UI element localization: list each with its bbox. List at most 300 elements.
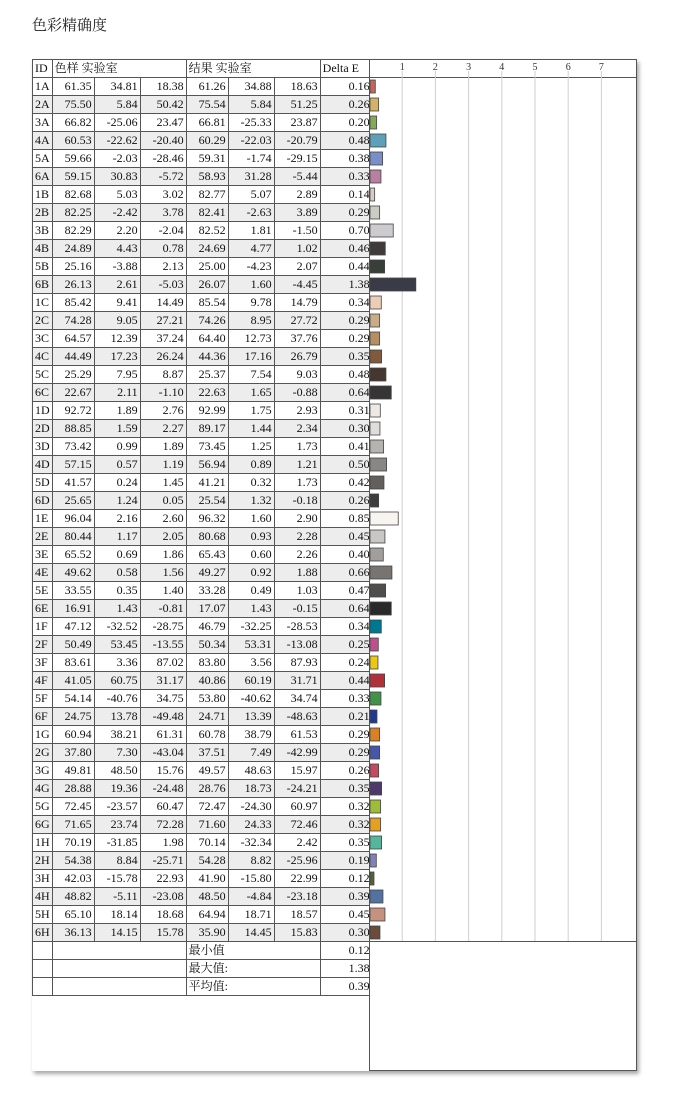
delta-e-value: 0.66 xyxy=(320,564,372,582)
result-lab-value: 74.26 xyxy=(186,312,228,330)
sample-lab-value: 1.45 xyxy=(140,474,186,492)
sample-lab-value: 82.25 xyxy=(52,204,94,222)
patch-id: 6D xyxy=(33,492,53,510)
sample-lab-value: 66.82 xyxy=(52,114,94,132)
sample-lab-value: -28.46 xyxy=(140,150,186,168)
patch-id: 6H xyxy=(33,924,53,942)
patch-id: 1D xyxy=(33,402,53,420)
delta-e-value: 0.12 xyxy=(320,870,372,888)
sample-lab-value: 59.15 xyxy=(52,168,94,186)
delta-e-value: 0.35 xyxy=(320,348,372,366)
patch-id: 1H xyxy=(33,834,53,852)
sample-lab-value: 13.78 xyxy=(94,708,140,726)
sample-lab-value: 71.65 xyxy=(52,816,94,834)
sample-lab-value: 23.74 xyxy=(94,816,140,834)
sample-lab-value: 22.93 xyxy=(140,870,186,888)
sample-lab-value: 48.50 xyxy=(94,762,140,780)
patch-id: 1F xyxy=(33,618,53,636)
result-lab-value: 41.90 xyxy=(186,870,228,888)
table-row xyxy=(33,690,373,708)
table-row xyxy=(33,852,373,870)
patch-id: 3A xyxy=(33,114,53,132)
delta-e-bar xyxy=(370,728,380,741)
result-lab-value: 1.25 xyxy=(228,438,274,456)
result-lab-value: 49.27 xyxy=(186,564,228,582)
table-row xyxy=(33,906,373,924)
patch-id: 3F xyxy=(33,654,53,672)
delta-e-bar xyxy=(370,584,386,597)
result-lab-value: -22.03 xyxy=(228,132,274,150)
result-lab-value: -25.33 xyxy=(228,114,274,132)
sample-lab-value: 4.43 xyxy=(94,240,140,258)
result-lab-value: 80.68 xyxy=(186,528,228,546)
delta-e-bar xyxy=(370,296,381,309)
delta-e-bar xyxy=(370,908,385,921)
delta-e-bar xyxy=(370,206,380,219)
sample-lab-value: 0.05 xyxy=(140,492,186,510)
result-lab-value: -40.62 xyxy=(228,690,274,708)
result-lab-value: -24.21 xyxy=(274,780,320,798)
result-lab-value: 2.42 xyxy=(274,834,320,852)
summary-value: 0.12 xyxy=(320,942,372,960)
table-row xyxy=(33,636,373,654)
result-lab-value: 56.94 xyxy=(186,456,228,474)
delta-e-value: 0.33 xyxy=(320,690,372,708)
result-lab-value: 9.78 xyxy=(228,294,274,312)
result-lab-value: 18.71 xyxy=(228,906,274,924)
table-row xyxy=(33,348,373,366)
result-lab-value: 61.53 xyxy=(274,726,320,744)
result-lab-value: 34.88 xyxy=(228,78,274,96)
result-lab-value: 35.90 xyxy=(186,924,228,942)
table-row xyxy=(33,132,373,150)
sample-lab-value: 60.47 xyxy=(140,798,186,816)
sample-lab-value: -2.42 xyxy=(94,204,140,222)
color-accuracy-report xyxy=(32,59,637,1071)
sample-lab-value: 1.43 xyxy=(94,600,140,618)
sample-lab-value: 9.41 xyxy=(94,294,140,312)
result-lab-value: -1.50 xyxy=(274,222,320,240)
sample-lab-value: -2.04 xyxy=(140,222,186,240)
result-lab-value: 0.93 xyxy=(228,528,274,546)
delta-e-value: 0.39 xyxy=(320,888,372,906)
sample-lab-value: -23.57 xyxy=(94,798,140,816)
result-lab-value: -23.18 xyxy=(274,888,320,906)
sample-lab-value: 15.76 xyxy=(140,762,186,780)
table-row xyxy=(33,834,373,852)
result-lab-value: 5.07 xyxy=(228,186,274,204)
result-lab-value: 49.57 xyxy=(186,762,228,780)
patch-id: 2G xyxy=(33,744,53,762)
table-row xyxy=(33,798,373,816)
delta-e-bar xyxy=(370,386,391,399)
result-lab-value: 64.40 xyxy=(186,330,228,348)
result-lab-value: 51.25 xyxy=(274,96,320,114)
table-row xyxy=(33,186,373,204)
result-lab-value: -4.23 xyxy=(228,258,274,276)
result-lab-value: 26.79 xyxy=(274,348,320,366)
delta-e-value: 0.44 xyxy=(320,672,372,690)
delta-e-value: 0.30 xyxy=(320,924,372,942)
patch-id: 5F xyxy=(33,690,53,708)
result-lab-value: 0.92 xyxy=(228,564,274,582)
patch-id: 4A xyxy=(33,132,53,150)
delta-e-bar xyxy=(370,710,377,723)
result-lab-value: 2.93 xyxy=(274,402,320,420)
result-lab-value: -29.15 xyxy=(274,150,320,168)
sample-lab-value: 2.11 xyxy=(94,384,140,402)
sample-lab-value: 30.83 xyxy=(94,168,140,186)
result-lab-value: 31.71 xyxy=(274,672,320,690)
result-lab-value: 54.28 xyxy=(186,852,228,870)
delta-e-value: 0.29 xyxy=(320,204,372,222)
result-lab-value: 1.21 xyxy=(274,456,320,474)
result-lab-value: 82.41 xyxy=(186,204,228,222)
header-row xyxy=(33,60,373,78)
sample-lab-value: 25.29 xyxy=(52,366,94,384)
table-row xyxy=(33,600,373,618)
delta-e-bar xyxy=(370,530,385,543)
scale-tick-label: 4 xyxy=(499,62,505,73)
sample-lab-value: 50.42 xyxy=(140,96,186,114)
sample-lab-value: -49.48 xyxy=(140,708,186,726)
sample-lab-value: -24.48 xyxy=(140,780,186,798)
sample-lab-value: 49.62 xyxy=(52,564,94,582)
sample-lab-value: 80.44 xyxy=(52,528,94,546)
result-lab-value: 48.63 xyxy=(228,762,274,780)
result-lab-value: 1.32 xyxy=(228,492,274,510)
sample-lab-value: 54.38 xyxy=(52,852,94,870)
result-lab-value: 25.54 xyxy=(186,492,228,510)
patch-id: 4E xyxy=(33,564,53,582)
patch-id: 5A xyxy=(33,150,53,168)
result-lab-value: 2.89 xyxy=(274,186,320,204)
summary-row xyxy=(33,960,373,978)
delta-e-value: 0.20 xyxy=(320,114,372,132)
result-lab-value: 4.77 xyxy=(228,240,274,258)
result-lab-value: 37.76 xyxy=(274,330,320,348)
header-delta-e: Delta E xyxy=(320,60,372,78)
result-lab-value: -0.88 xyxy=(274,384,320,402)
sample-lab-value: 36.13 xyxy=(52,924,94,942)
delta-e-bar xyxy=(370,512,398,525)
sample-lab-value: 47.12 xyxy=(52,618,94,636)
result-lab-value: 1.81 xyxy=(228,222,274,240)
delta-e-value: 0.19 xyxy=(320,852,372,870)
result-lab-value: 53.80 xyxy=(186,690,228,708)
result-lab-value: 17.16 xyxy=(228,348,274,366)
sample-lab-value: 17.23 xyxy=(94,348,140,366)
table-row xyxy=(33,654,373,672)
delta-e-bar xyxy=(370,620,381,633)
sample-lab-value: -1.10 xyxy=(140,384,186,402)
summary-blank xyxy=(33,942,53,960)
result-lab-value: 60.29 xyxy=(186,132,228,150)
delta-e-bar xyxy=(370,116,377,129)
table-row xyxy=(33,330,373,348)
delta-e-bar xyxy=(370,368,386,381)
delta-e-value: 0.29 xyxy=(320,744,372,762)
sample-lab-value: 0.69 xyxy=(94,546,140,564)
table-row xyxy=(33,96,373,114)
delta-e-bar xyxy=(370,422,380,435)
summary-label: 最小值 xyxy=(186,942,320,960)
table-row xyxy=(33,672,373,690)
result-lab-value: 13.39 xyxy=(228,708,274,726)
delta-e-value: 0.32 xyxy=(320,816,372,834)
result-lab-value: 2.07 xyxy=(274,258,320,276)
sample-lab-value: 60.53 xyxy=(52,132,94,150)
sample-lab-value: 34.81 xyxy=(94,78,140,96)
delta-e-bar xyxy=(370,170,381,183)
delta-e-value: 0.31 xyxy=(320,402,372,420)
result-lab-value: -32.34 xyxy=(228,834,274,852)
result-lab-value: 15.83 xyxy=(274,924,320,942)
sample-lab-value: -15.78 xyxy=(94,870,140,888)
result-lab-value: 46.79 xyxy=(186,618,228,636)
table-row xyxy=(33,780,373,798)
sample-lab-value: -23.08 xyxy=(140,888,186,906)
page-title: 色彩精确度 xyxy=(32,17,108,34)
delta-e-bar xyxy=(370,566,392,579)
result-lab-value: 23.87 xyxy=(274,114,320,132)
result-lab-value: 53.31 xyxy=(228,636,274,654)
sample-lab-value: 14.49 xyxy=(140,294,186,312)
sample-lab-value: -0.81 xyxy=(140,600,186,618)
sample-lab-value: 82.68 xyxy=(52,186,94,204)
result-lab-value: 22.99 xyxy=(274,870,320,888)
delta-e-value: 0.64 xyxy=(320,600,372,618)
result-lab-value: 40.86 xyxy=(186,672,228,690)
table-row xyxy=(33,78,373,96)
sample-lab-value: 50.49 xyxy=(52,636,94,654)
result-lab-value: 9.03 xyxy=(274,366,320,384)
sample-lab-value: 1.89 xyxy=(140,438,186,456)
delta-e-bar xyxy=(370,476,384,489)
sample-lab-value: 8.87 xyxy=(140,366,186,384)
sample-lab-value: 64.57 xyxy=(52,330,94,348)
sample-lab-value: -22.62 xyxy=(94,132,140,150)
delta-e-value: 0.38 xyxy=(320,150,372,168)
sample-lab-value: 3.36 xyxy=(94,654,140,672)
delta-e-bar xyxy=(370,152,383,165)
sample-lab-value: -3.88 xyxy=(94,258,140,276)
sample-lab-value: 59.66 xyxy=(52,150,94,168)
sample-lab-value: 38.21 xyxy=(94,726,140,744)
delta-e-bar xyxy=(370,80,375,93)
sample-lab-value: 31.17 xyxy=(140,672,186,690)
delta-e-value: 1.38 xyxy=(320,276,372,294)
result-lab-value: -0.15 xyxy=(274,600,320,618)
delta-e-value: 0.46 xyxy=(320,240,372,258)
patch-id: 6B xyxy=(33,276,53,294)
delta-e-bar xyxy=(370,458,387,471)
result-lab-value: 1.65 xyxy=(228,384,274,402)
delta-e-bar xyxy=(370,836,382,849)
delta-e-value: 0.29 xyxy=(320,330,372,348)
patch-id: 3C xyxy=(33,330,53,348)
patch-id: 4G xyxy=(33,780,53,798)
delta-e-bar xyxy=(370,782,382,795)
sample-lab-value: 42.03 xyxy=(52,870,94,888)
delta-e-bar xyxy=(370,260,385,273)
delta-e-bar xyxy=(370,350,382,363)
result-lab-value: -24.30 xyxy=(228,798,274,816)
delta-e-value: 0.47 xyxy=(320,582,372,600)
color-accuracy-table xyxy=(32,59,373,996)
sample-lab-value: 61.31 xyxy=(140,726,186,744)
result-lab-value: 18.63 xyxy=(274,78,320,96)
delta-e-value: 0.40 xyxy=(320,546,372,564)
result-lab-value: -4.84 xyxy=(228,888,274,906)
sample-lab-value: 60.75 xyxy=(94,672,140,690)
result-lab-value: 8.95 xyxy=(228,312,274,330)
result-lab-value: 75.54 xyxy=(186,96,228,114)
sample-lab-value: -2.03 xyxy=(94,150,140,168)
patch-id: 3H xyxy=(33,870,53,888)
result-lab-value: 17.07 xyxy=(186,600,228,618)
delta-e-value: 0.29 xyxy=(320,312,372,330)
result-lab-value: 1.73 xyxy=(274,474,320,492)
result-lab-value: 85.54 xyxy=(186,294,228,312)
result-lab-value: 24.71 xyxy=(186,708,228,726)
sample-lab-value: 41.05 xyxy=(52,672,94,690)
table-row xyxy=(33,114,373,132)
sample-lab-value: 27.21 xyxy=(140,312,186,330)
result-lab-value: 87.93 xyxy=(274,654,320,672)
sample-lab-value: 0.35 xyxy=(94,582,140,600)
sample-lab-value: 92.72 xyxy=(52,402,94,420)
sample-lab-value: -43.04 xyxy=(140,744,186,762)
table-row xyxy=(33,618,373,636)
delta-e-bar xyxy=(370,242,385,255)
sample-lab-value: -25.06 xyxy=(94,114,140,132)
delta-e-bar xyxy=(370,764,379,777)
result-lab-value: -48.63 xyxy=(274,708,320,726)
result-lab-value: 27.72 xyxy=(274,312,320,330)
sample-lab-value: 2.20 xyxy=(94,222,140,240)
patch-id: 5D xyxy=(33,474,53,492)
table-row xyxy=(33,438,373,456)
result-lab-value: 92.99 xyxy=(186,402,228,420)
table-row xyxy=(33,258,373,276)
sample-lab-value: 88.85 xyxy=(52,420,94,438)
delta-e-bar xyxy=(370,494,379,507)
sample-lab-value: 73.42 xyxy=(52,438,94,456)
scale-tick-label: 1 xyxy=(399,62,405,73)
delta-e-bar xyxy=(370,746,380,759)
table-row xyxy=(33,456,373,474)
patch-id: 3B xyxy=(33,222,53,240)
delta-e-bar-chart xyxy=(369,59,637,1071)
delta-e-value: 0.42 xyxy=(320,474,372,492)
delta-e-value: 0.35 xyxy=(320,834,372,852)
result-lab-value: -13.08 xyxy=(274,636,320,654)
table-row xyxy=(33,510,373,528)
table-row xyxy=(33,888,373,906)
delta-e-value: 0.25 xyxy=(320,636,372,654)
delta-e-value: 0.26 xyxy=(320,492,372,510)
delta-e-value: 0.70 xyxy=(320,222,372,240)
sample-lab-value: 26.24 xyxy=(140,348,186,366)
sample-lab-value: 1.56 xyxy=(140,564,186,582)
sample-lab-value: 65.10 xyxy=(52,906,94,924)
result-lab-value: -1.74 xyxy=(228,150,274,168)
sample-lab-value: 7.95 xyxy=(94,366,140,384)
delta-e-value: 0.30 xyxy=(320,420,372,438)
result-lab-value: 60.97 xyxy=(274,798,320,816)
result-lab-value: 58.93 xyxy=(186,168,228,186)
sample-lab-value: 2.16 xyxy=(94,510,140,528)
table-row xyxy=(33,474,373,492)
sample-lab-value: 24.75 xyxy=(52,708,94,726)
result-lab-value: 18.57 xyxy=(274,906,320,924)
sample-lab-value: 28.88 xyxy=(52,780,94,798)
patch-id: 5E xyxy=(33,582,53,600)
result-lab-value: 1.88 xyxy=(274,564,320,582)
summary-value: 1.38 xyxy=(320,960,372,978)
result-lab-value: 1.02 xyxy=(274,240,320,258)
result-lab-value: 7.54 xyxy=(228,366,274,384)
sample-lab-value: 8.84 xyxy=(94,852,140,870)
sample-lab-value: 0.57 xyxy=(94,456,140,474)
table-row xyxy=(33,402,373,420)
sample-lab-value: 54.14 xyxy=(52,690,94,708)
header-result-lab: 结果 实验室 xyxy=(186,60,320,78)
sample-lab-value: 25.65 xyxy=(52,492,94,510)
result-lab-value: 0.32 xyxy=(228,474,274,492)
result-lab-value: 25.37 xyxy=(186,366,228,384)
sample-lab-value: -13.55 xyxy=(140,636,186,654)
sample-lab-value: 83.61 xyxy=(52,654,94,672)
sample-lab-value: 2.60 xyxy=(140,510,186,528)
sample-lab-value: 0.78 xyxy=(140,240,186,258)
scale-tick-label: 6 xyxy=(565,62,571,73)
sample-lab-value: -5.11 xyxy=(94,888,140,906)
patch-id: 3D xyxy=(33,438,53,456)
delta-e-bar xyxy=(370,224,393,237)
table-row xyxy=(33,276,373,294)
patch-id: 2A xyxy=(33,96,53,114)
summary-blank xyxy=(52,960,186,978)
result-lab-value: 31.28 xyxy=(228,168,274,186)
delta-e-bar xyxy=(370,800,381,813)
delta-e-bar xyxy=(370,890,383,903)
sample-lab-value: 15.78 xyxy=(140,924,186,942)
sample-lab-value: -31.85 xyxy=(94,834,140,852)
delta-e-value: 0.41 xyxy=(320,438,372,456)
sample-lab-value: -25.71 xyxy=(140,852,186,870)
result-lab-value: 18.73 xyxy=(228,780,274,798)
result-lab-value: 44.36 xyxy=(186,348,228,366)
result-lab-value: 83.80 xyxy=(186,654,228,672)
sample-lab-value: 48.82 xyxy=(52,888,94,906)
table-row xyxy=(33,870,373,888)
scale-tick-label: 3 xyxy=(466,62,472,73)
scale-tick-label: 2 xyxy=(432,62,438,73)
result-lab-value: -5.44 xyxy=(274,168,320,186)
delta-e-bar xyxy=(370,818,381,831)
table-row xyxy=(33,150,373,168)
result-lab-value: 60.78 xyxy=(186,726,228,744)
result-lab-value: 2.90 xyxy=(274,510,320,528)
delta-e-bar xyxy=(370,98,379,111)
table-row xyxy=(33,204,373,222)
sample-lab-value: 1.17 xyxy=(94,528,140,546)
table-row xyxy=(33,744,373,762)
delta-e-value: 0.16 xyxy=(320,78,372,96)
patch-id: 4B xyxy=(33,240,53,258)
